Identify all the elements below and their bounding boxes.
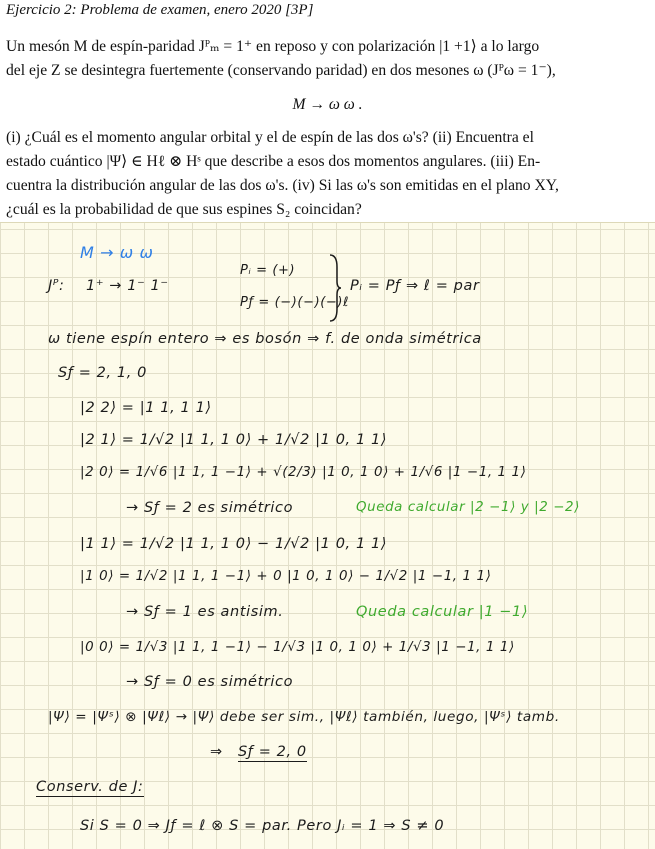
problem-text-line: ¿cuál es la probabilidad de que sus espines S₂ coincidan?: [6, 201, 362, 218]
spin0-symmetric-note: → Sƒ = 0 es simétrico: [126, 674, 294, 690]
boson-note: ω tiene espín entero ⇒ es bosón ⇒ f. de onda simétrica: [48, 331, 482, 347]
spin-state-11: |1 1⟩ = 1/√2 |1 1, 1 0⟩ − 1/√2 |1 0, 1 1⟩: [80, 536, 388, 552]
spin1-antisymmetric-note: → Sƒ = 1 es antisim.: [126, 604, 284, 620]
spin-state-10: |1 0⟩ = 1/√2 |1 1, 1 −1⟩ + 0 |1 0, 1 0⟩ − 1/√2 |1 −1, 1 1⟩: [80, 569, 492, 584]
wavefunction-symmetry-note: |Ψ⟩ = |Ψˢ⟩ ⊗ |Ψℓ⟩ → |Ψ⟩ debe ser sim., |Ψℓ⟩ también, luego, |Ψˢ⟩ tamb.: [48, 709, 560, 725]
spin-state-00: |0 0⟩ = 1/√3 |1 1, 1 −1⟩ − 1/√3 |1 0, 1 0⟩ + 1/√3 |1 −1, 1 1⟩: [80, 640, 515, 655]
handwritten-notes: [0, 222, 655, 849]
spin-state-22: |2 2⟩ = |1 1, 1 1⟩: [80, 400, 212, 416]
final-parity: Pƒ = (−)(−)(−)ℓ: [240, 295, 350, 310]
brace-icon: [328, 253, 342, 323]
problem-text-line: del eje Z se desintegra fuertemente (conservando paridad) en dos mesones ω (Jᴾω = 1⁻),: [6, 62, 556, 79]
spin2-todo-note: Queda calcular |2 −1⟩ y |2 −2⟩: [356, 500, 580, 515]
j-conservation-heading: Conserv. de J:: [36, 779, 144, 795]
spin-state-21: |2 1⟩ = 1/√2 |1 1, 1 0⟩ + 1/√2 |1 0, 1 1⟩: [80, 432, 388, 448]
problem-text-line: (i) ¿Cuál es el momento angular orbital y el de espín de las dos ω's? (ii) Encuentra el: [6, 129, 534, 146]
spin2-symmetric-note: → Sƒ = 2 es simétrico: [126, 500, 294, 516]
jp-label: Jᴾ:: [48, 278, 65, 294]
parity-result: Pᵢ = Pƒ ⇒ ℓ = par: [350, 278, 480, 294]
problem-statement: [0, 0, 655, 222]
problem-text-line: Un mesón M de espín-paridad Jᴾₘ = 1⁺ en reposo y con polarización |1 +1⟩ a lo largo: [6, 38, 540, 55]
exercise-heading: Ejercicio 2: Problema de examen, enero 2020 [3P]: [6, 2, 314, 18]
problem-text-line: estado cuántico |Ψ⟩ ∈ Hℓ ⊗ Hˢ que describe a esos dos momentos angulares. (iii) En-: [6, 153, 541, 170]
problem-text-line: cuentra la distribución angular de las dos ω's. (iv) Si las ω's son emitidas en el plano XY,: [6, 177, 559, 194]
implies-arrow: ⇒: [210, 744, 223, 760]
spin-state-20: |2 0⟩ = 1/√6 |1 1, 1 −1⟩ + √(2/3) |1 0, 1 0⟩ + 1/√6 |1 −1, 1 1⟩: [80, 465, 527, 480]
spin1-todo-note: Queda calcular |1 −1⟩: [356, 604, 529, 620]
initial-parity: Pᵢ = (+): [240, 263, 296, 278]
j-conservation-note: Si S = 0 ⇒ Jƒ = ℓ ⊗ S = par. Pero Jᵢ = 1 ⇒ S ≠ 0: [80, 818, 445, 834]
decay-equation: M → ω ω .: [292, 96, 363, 113]
total-spin-values: Sƒ = 2, 1, 0: [58, 365, 147, 381]
decay-note: M → ω ω: [80, 243, 154, 262]
allowed-spin-result: Sƒ = 2, 0: [238, 744, 307, 760]
jp-values: 1⁺ → 1⁻ 1⁻: [86, 278, 169, 294]
